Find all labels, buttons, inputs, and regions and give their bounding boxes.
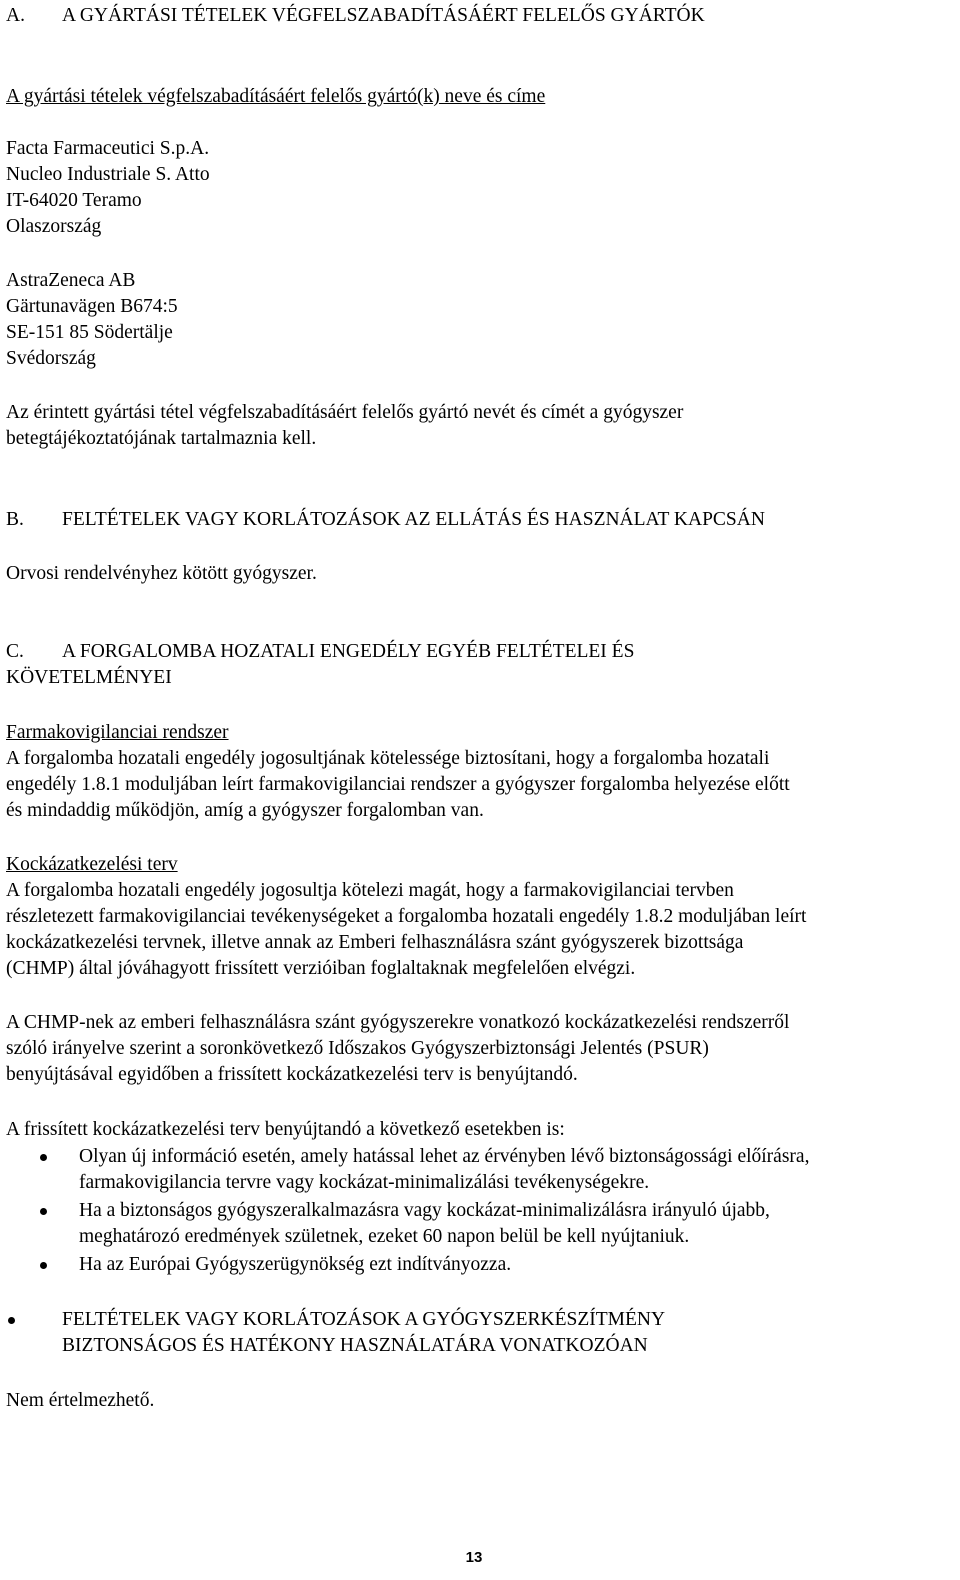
bullet-dot [40,1208,47,1215]
bullet-1-line-1: Olyan új információ esetén, amely hatással lehet az érvényben lévő biztonságossági előírásra, [79,1146,810,1167]
bullet-2-line-1: Ha a biztonságos gyógyszeralkalmazásra vagy kockázat-minimalizálásra irányuló újabb, [79,1200,770,1221]
risk-management-text-line-1: A forgalomba hozatali engedély jogosultja kötelezi magát, hogy a farmakovigilanciai tervben [6,880,734,901]
manufacturer-subheading: A gyártási tételek végfelszabadításáért felelős gyártó(k) neve és címe [6,86,546,107]
section-b-title: FELTÉTELEK VAGY KORLÁTOZÁSOK AZ ELLÁTÁS ÉS HASZNÁLAT KAPCSÁN [62,509,765,530]
pharmacovigilance-text-line-1: A forgalomba hozatali engedély jogosultjának kötelessége biztosítani, hogy a forgalomba hozatali [6,748,770,769]
section-a-title: A GYÁRTÁSI TÉTELEK VÉGFELSZABADÍTÁSÁÉRT FELELŐS GYÁRTÓK [62,5,705,26]
batch-release-note-line-1: Az érintett gyártási tétel végfelszabadításáért felelős gyártó nevét és címét a gyógyszer [6,402,684,423]
section-c-title-line-2: KÖVETELMÉNYEI [6,667,172,688]
pharmacovigilance-text-line-3: és mindaddig működjön, amíg a gyógyszer forgalomban van. [6,800,484,821]
manufacturer-2-line-4: Svédország [6,348,96,369]
chmp-text-line-3: benyújtásával egyidőben a frissített kockázatkezelési terv is benyújtandó. [6,1064,578,1085]
risk-management-text-line-3: kockázatkezelési tervnek, illetve annak az Emberi felhasználásra szánt gyógyszerek bizottsága [6,932,744,953]
risk-management-heading: Kockázatkezelési terv [6,854,178,875]
pharmacovigilance-text-line-2: engedély 1.8.1 moduljában leírt farmakovigilanciai rendszer a gyógyszer forgalomba helyezése előtt [6,774,790,795]
manufacturer-2-line-1: AstraZeneca AB [6,270,136,291]
chmp-text-line-1: A CHMP-nek az emberi felhasználásra szánt gyógyszerekre vonatkozó kockázatkezelési rendszerről [6,1012,790,1033]
section-a-letter: A. [6,5,25,26]
update-intro: A frissített kockázatkezelési terv benyújtandó a következő esetekben is: [6,1119,565,1140]
risk-management-text-line-2: részletezett farmakovigilanciai tevékenységeket a forgalomba hozatali engedély 1.8.2 moduljában leírt [6,906,807,927]
section-c-title-line-1: A FORGALOMBA HOZATALI ENGEDÉLY EGYÉB FELTÉTELEI ÉS [62,641,635,662]
page-number: 13 [465,1549,483,1566]
section-b-letter: B. [6,509,24,530]
manufacturer-1-line-1: Facta Farmaceutici S.p.A. [6,138,210,159]
manufacturer-1-line-4: Olaszország [6,216,102,237]
manufacturer-1-line-3: IT-64020 Teramo [6,190,142,211]
manufacturer-2-line-3: SE-151 85 Södertälje [6,322,173,343]
bullet-3-line-1: Ha az Európai Gyógyszerügynökség ezt indítványozza. [79,1254,512,1275]
bullet-dot [40,1154,47,1161]
batch-release-note-line-2: betegtájékoztatójának tartalmaznia kell. [6,428,317,449]
bullet-1-line-2: farmakovigilancia tervre vagy kockázat-minimalizálási tevékenységekre. [79,1172,650,1193]
section-c-letter: C. [6,641,24,662]
section-b-text: Orvosi rendelvényhez kötött gyógyszer. [6,563,317,584]
section-d-text: Nem értelmezhető. [6,1390,155,1411]
pharmacovigilance-heading: Farmakovigilanciai rendszer [6,722,229,743]
bullet-dot [8,1317,15,1324]
section-d-title-line-1: FELTÉTELEK VAGY KORLÁTOZÁSOK A GYÓGYSZERKÉSZÍTMÉNY [62,1309,666,1330]
risk-management-text-line-4: (CHMP) által jóváhagyott frissített verzióiban foglaltaknak megfelelően elvégzi. [6,958,636,979]
section-d-title-line-2: BIZTONSÁGOS ÉS HATÉKONY HASZNÁLATÁRA VONATKOZÓAN [62,1335,648,1356]
manufacturer-1-line-2: Nucleo Industriale S. Atto [6,164,210,185]
bullet-2-line-2: meghatározó eredmények születnek, ezeket 60 napon belül be kell nyújtaniuk. [79,1226,690,1247]
bullet-dot [40,1262,47,1269]
chmp-text-line-2: szóló irányelve szerint a soronkövetkező Időszakos Gyógyszerbiztonsági Jelentés (PSUR) [6,1038,709,1059]
manufacturer-2-line-2: Gärtunavägen B674:5 [6,296,178,317]
